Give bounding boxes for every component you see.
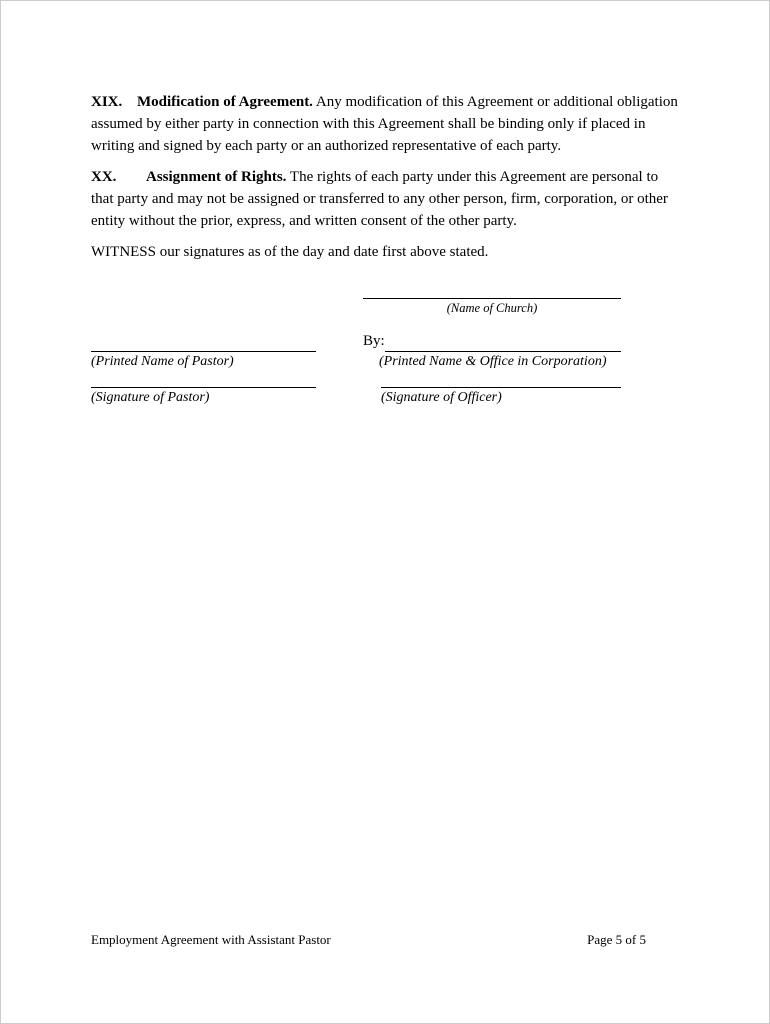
section-xx-title: Assignment of Rights.	[146, 169, 287, 186]
officer-signature-label: (Signature of Officer)	[381, 390, 502, 405]
section-xx-body: The rights of each party under this Agreement are personal to that party and may not be assigned or transferred to any other person, firm, corporation, or other entity without the prior, express, and written consent of the other party.	[91, 169, 668, 230]
by-row	[363, 331, 621, 352]
page-footer	[91, 930, 646, 949]
section-xix-number: XIX.	[91, 94, 123, 110]
officer-signature-line	[381, 378, 621, 388]
witness-statement: WITNESS our signatures as of the day and date first above stated.	[91, 244, 489, 261]
footer-document-title: Employment Agreement with Assistant Pastor	[91, 932, 331, 947]
pastor-signature-line	[91, 378, 316, 388]
officer-printed-name-label: (Printed Name & Office in Corporation)	[379, 354, 607, 369]
pastor-signature-label: (Signature of Pastor)	[91, 390, 210, 405]
officer-printed-name-line	[385, 331, 621, 352]
name-of-church-line	[363, 289, 621, 299]
pastor-printed-name-line	[91, 342, 316, 352]
by-label: By:	[363, 333, 385, 349]
section-xx-paragraph	[91, 166, 681, 232]
section-xx-number: XX.	[91, 169, 117, 186]
footer-page-number: Page 5 of 5	[587, 932, 646, 947]
document-body	[1, 1, 769, 263]
section-xix-body: Any modification of this Agreement or additional obligation assumed by either party in connection with this Agreement shall be binding only if placed in writing and signed by each party or an authorized representative of each party.	[91, 94, 678, 155]
pastor-printed-name-label: (Printed Name of Pastor)	[91, 354, 234, 369]
section-xix-title: Modification of Agreement.	[137, 94, 313, 110]
section-xix-paragraph	[91, 91, 681, 157]
name-of-church-label: (Name of Church)	[446, 301, 538, 315]
